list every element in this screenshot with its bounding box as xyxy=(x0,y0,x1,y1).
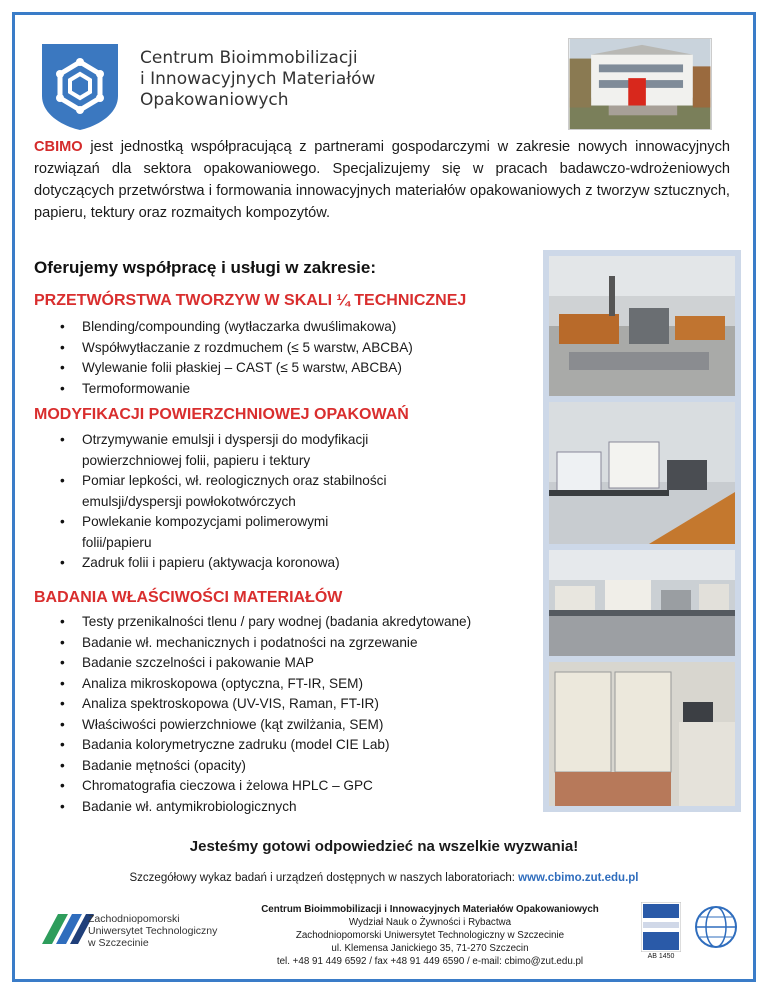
address-line: ul. Klemensa Janickiego 35, 71-270 Szczecin xyxy=(331,943,529,954)
list-item: • Otrzymywanie emulsji i dyspersji do modyfikacji powierzchniowej folii, papieru i tektury xyxy=(60,430,430,471)
list-item: • Analiza spektroskopowa (UV-VIS, Raman, FT-IR) xyxy=(60,694,471,715)
details-line xyxy=(0,872,768,884)
offer-heading: Oferujemy współpracę i usługi w zakresie: xyxy=(34,258,377,277)
call-to-action: Jesteśmy gotowi odpowiedzieć na wszelkie wyzwania! xyxy=(189,838,579,855)
list-item: • Badanie wł. mechanicznych i podatności na zgrzewanie xyxy=(60,633,471,654)
list-item: • Właściwości powierzchniowe (kąt zwilżania, SEM) xyxy=(60,715,471,736)
modification-list xyxy=(60,430,430,574)
processing-list xyxy=(60,317,413,399)
list-item: • Powlekanie kompozycjami polimerowymi folii/papieru xyxy=(60,512,360,553)
address-title: Centrum Bioimmobilizacji i Innowacyjnych Materiałów Opakowaniowych xyxy=(261,904,599,915)
list-item: • Chromatografia cieczowa i żelowa HPLC – GPC xyxy=(60,776,471,797)
section-title-modification: MODYFIKACJI POWIERZCHNIOWEJ OPAKOWAŃ xyxy=(34,406,409,423)
ilac-mra-logo xyxy=(690,905,742,949)
intro-highlight: CBIMO xyxy=(34,139,83,155)
list-item: • Pomiar lepkości, wł. reologicznych oraz stabilności emulsji/dyspersji powłokotwórczych xyxy=(60,471,430,512)
lab-photo-column xyxy=(543,250,741,812)
org-name: Centrum Bioimmobilizacji i Innowacyjnych Materiałów Opakowaniowych xyxy=(140,48,376,110)
list-item: • Współwytłaczanie z rozdmuchem (≤ 5 warstw, ABCBA) xyxy=(60,338,413,359)
cbimo-logo xyxy=(34,40,126,132)
list-item: • Zadruk folii i papieru (aktywacja koronowa) xyxy=(60,553,430,574)
section-title-processing: PRZETWÓRSTWA TWORZYW W SKALI ¼ TECHNICZNEJ xyxy=(34,292,467,309)
address-line: Zachodniopomorski Uniwersytet Technologiczny w Szczecinie xyxy=(295,930,565,941)
list-item: • Blending/compounding (wytłaczarka dwuślimakowa) xyxy=(60,317,413,338)
section-title-testing: BADANIA WŁAŚCIWOŚCI MATERIAŁÓW xyxy=(34,589,343,606)
list-item: • Analiza mikroskopowa (optyczna, FT-IR, SEM) xyxy=(60,674,471,695)
list-item: • Badanie wł. antymikrobiologicznych xyxy=(60,797,471,818)
zut-name: Zachodniopomorski Uniwersytet Technologiczny w Szczecinie xyxy=(88,913,218,949)
list-item: • Testy przenikalności tlenu / pary wodnej (badania akredytowane) xyxy=(60,612,471,633)
accreditation-number: AB 1450 xyxy=(647,953,675,960)
address-line: Wydział Nauk o Żywności i Rybactwa xyxy=(348,917,512,928)
list-item: • Badanie szczelności i pakowanie MAP xyxy=(60,653,471,674)
pca-accreditation-logo xyxy=(641,902,681,952)
address-block xyxy=(230,903,630,968)
lab-photo-equipment xyxy=(549,550,735,656)
details-text: Szczegółowy wykaz badań i urządzeń dostępnych w naszych laboratoriach: xyxy=(129,872,519,884)
lab-photo-modification xyxy=(549,402,735,544)
list-item: • Wylewanie folii płaskiej – CAST (≤ 5 warstw, ABCBA) xyxy=(60,358,413,379)
lab-photo-processing xyxy=(549,256,735,396)
list-item: • Badanie mętności (opacity) xyxy=(60,756,471,777)
testing-list xyxy=(60,612,471,817)
intro-text: jest jednostką współpracującą z partnerami gospodarczymi w zakresie nowych innowacyjnych rozwiązań dla sektora opakowaniowego. Specjalizujemy się w pracach badawczo-wdrożeniowych dotyczących przetwórstwa i formowania innowacyjnych materiałów opakowaniowych z tworzyw sztucznych, papieru, tektury oraz rozmaitych kompozytów. xyxy=(34,139,730,221)
website-link[interactable]: www.cbimo.zut.edu.pl xyxy=(518,872,639,884)
lab-photo-chambers xyxy=(549,662,735,806)
building-photo xyxy=(568,38,712,130)
address-line: tel. +48 91 449 6592 / fax +48 91 449 6590 / e-mail: cbimo@zut.edu.pl xyxy=(276,956,584,967)
list-item: • Badania kolorymetryczne zadruku (model CIE Lab) xyxy=(60,735,471,756)
list-item: • Termoformowanie xyxy=(60,379,413,400)
intro-paragraph xyxy=(34,136,730,224)
